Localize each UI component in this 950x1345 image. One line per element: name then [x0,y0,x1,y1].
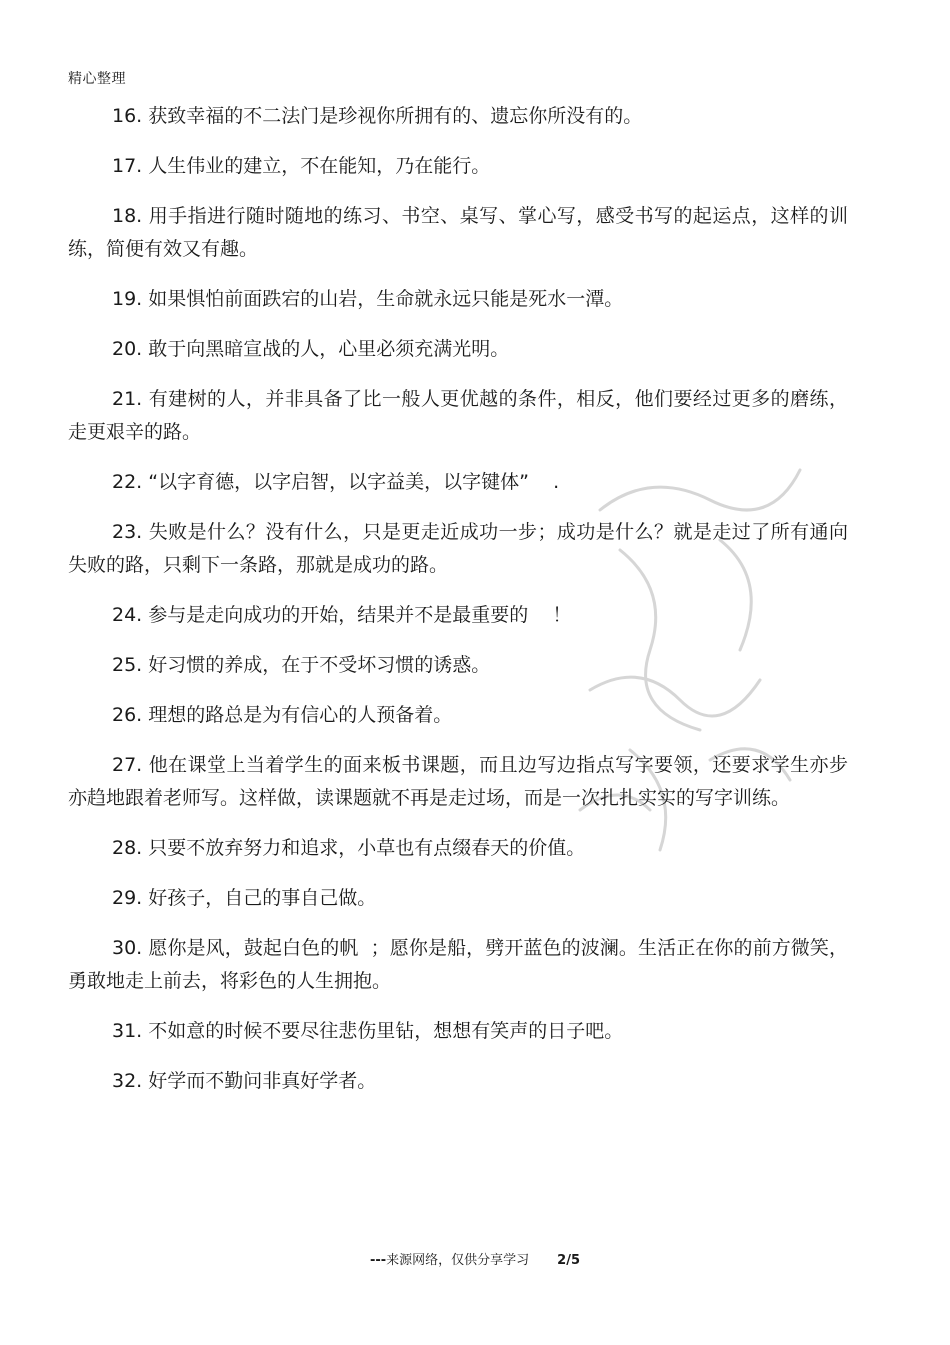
item-text: 他在课堂上当着学生的面来板书课题，而且边写边指点写字要领，还要求学生亦步亦趋地跟着老师写。这样做，读课题就不再是走过场，而是一次扎扎实实的写字训练。 [68,754,848,809]
item-number: 26. [112,704,143,726]
item-number: 23. [112,521,143,543]
page-header-label: 精心整理 [68,71,126,87]
item-number: 31. [112,1020,143,1042]
item-text: 好学而不勤问非真好学者。 [142,1070,377,1092]
list-item [68,333,848,366]
item-text: 不如意的时候不要尽往悲伤里钻，想想有笑声的日子吧。 [142,1020,624,1042]
item-number: 22. [112,471,143,493]
item-number: 25. [112,654,143,676]
footer-source-text: 来源网络，仅供分享学习 [386,1253,530,1268]
item-text: 参与是走向成功的开始，结果并不是最重要的 ！ [142,604,572,626]
item-number: 27. [112,754,143,776]
list-item [68,516,848,582]
list-item [68,283,848,316]
item-number: 18. [112,205,143,227]
item-text: 失败是什么？没有什么，只是更走近成功一步；成功是什么？就是走过了所有通向失败的路，只剩下一条路，那就是成功的路。 [68,521,848,576]
item-number: 32. [112,1070,143,1092]
item-text: 获致幸福的不二法门是珍视你所拥有的、遗忘你所没有的。 [142,105,643,127]
item-text: 如果惧怕前面跌宕的山岩，生命就永远只能是死水一潭。 [142,288,624,310]
item-text: 理想的路总是为有信心的人预备着。 [142,704,453,726]
item-text: 用手指进行随时随地的练习、书空、桌写、掌心写，感受书写的起运点，这样的训练，简便有效又有趣。 [68,205,848,260]
item-text: 人生伟业的建立，不在能知，乃在能行。 [142,155,491,177]
item-text: 只要不放弃努力和追求，小草也有点缀春天的价值。 [142,837,586,859]
item-number: 16. [112,105,143,127]
item-number: 24. [112,604,143,626]
list-item [68,599,848,632]
item-text: 敢于向黑暗宣战的人，心里必须充满光明。 [142,338,510,360]
list-item [68,150,848,183]
list-item [68,749,848,815]
list-item [68,200,848,266]
list-item [68,1015,848,1048]
list-item [68,699,848,732]
list-item [68,932,848,998]
quote-list [68,100,848,1098]
list-item [68,100,848,133]
list-item [68,383,848,449]
item-text: 有建树的人，并非具备了比一般人更优越的条件，相反，他们要经过更多的磨练，走更艰辛的路。 [68,388,848,443]
item-number: 20. [112,338,143,360]
item-text: “以字育德，以字启智，以字益美，以字键体” . [142,471,560,493]
footer-dash: --- [369,1253,387,1268]
item-number: 30. [112,937,143,959]
list-item [68,832,848,865]
page-footer [0,1252,950,1270]
page-number: 2/5 [557,1253,581,1268]
list-item [68,882,848,915]
list-item [68,466,848,499]
item-text: 好习惯的养成，在于不受坏习惯的诱惑。 [142,654,491,676]
item-text: 好孩子，自己的事自己做。 [142,887,377,909]
item-number: 19. [112,288,143,310]
item-number: 17. [112,155,143,177]
item-number: 21. [112,388,143,410]
list-item [68,649,848,682]
list-item [68,1065,848,1098]
item-text: 愿你是风，鼓起白色的帆 ；愿你是船，劈开蓝色的波澜。生活正在你的前方微笑，勇敢地走上前去，将彩色的人生拥抱。 [68,937,848,992]
item-number: 28. [112,837,143,859]
item-number: 29. [112,887,143,909]
